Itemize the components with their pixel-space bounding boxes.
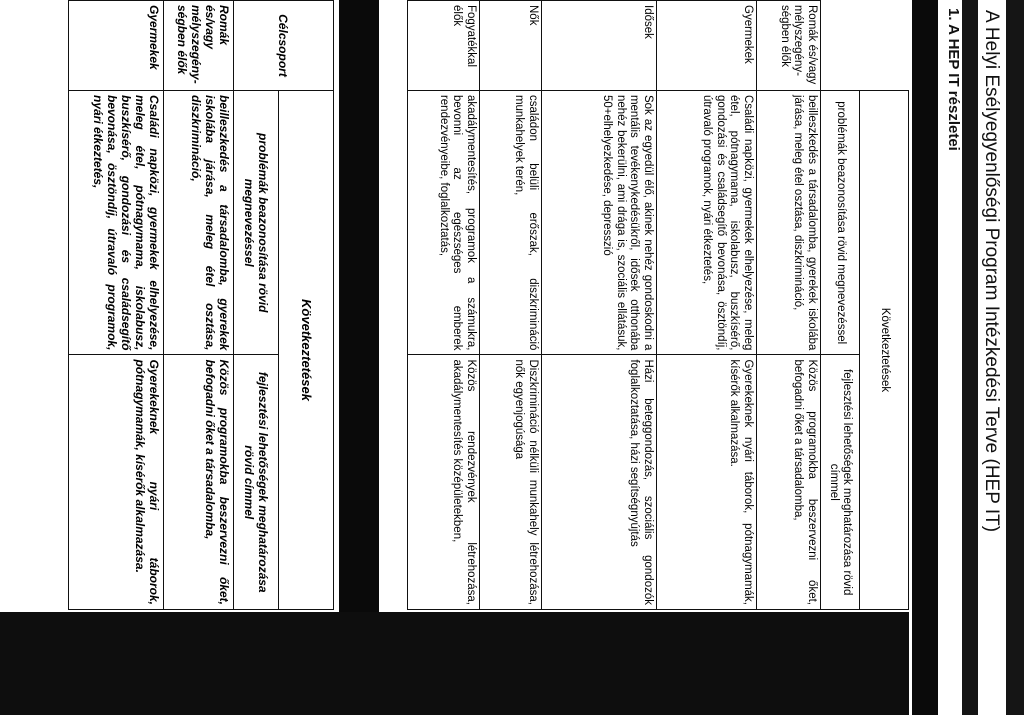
row-development: Közös programokba beszervezni őket, befogadni őket a társadalomba, bbox=[164, 355, 234, 610]
row-group: Gyermekek bbox=[69, 1, 164, 91]
header-development: fejlesztési lehetőségek meghatározása rövid címmel bbox=[234, 355, 279, 610]
table-row bbox=[408, 1, 480, 610]
header-conclusions: Következtetések bbox=[860, 90, 909, 609]
row-problem: családon belüli erőszak, diszkrimináció munkahelyek terén, bbox=[480, 90, 542, 355]
table-row bbox=[757, 1, 821, 610]
row-group: Romák és/vagy mélyszegény-ségben élők bbox=[164, 1, 234, 91]
row-problem: Családi napközi, gyermekek elhelyezése, meleg étel, pótnagymama, iskolabusz, buszkísérő, gondozási és családsegítő bevonása, ösztöndíj, útravaló programok, nyári étkeztetés, bbox=[69, 90, 164, 354]
table-header-row bbox=[279, 1, 334, 610]
row-group: Gyermekek bbox=[657, 1, 757, 91]
dark-band-middle bbox=[339, 0, 379, 715]
table-row bbox=[69, 1, 164, 610]
table-subheader-row bbox=[234, 1, 279, 610]
row-problem: Sok az egyedül élő, akinek nehéz gondoskodni a mentális tevékenykedésükről, idősek otthonába nehéz bekerülni, ami drága is, szociális ellátásuk, 50+elhelyezkedése, depresszió bbox=[542, 90, 657, 355]
header-conclusions: Következtetések bbox=[279, 90, 334, 609]
row-group: Idősek bbox=[542, 1, 657, 91]
row-problem: Családi napközi, gyermekek elhelyezése, meleg étel, pótnagymama, iskolabusz, buszkísérő, gondozási és családsegítő bevonása, ösztöndíj, útravaló programok, nyári étkeztetés, bbox=[657, 90, 757, 355]
row-group: Romák és/vagy mélyszegény-ségben élők bbox=[757, 1, 821, 91]
row-group: Fogyatékkal élők bbox=[408, 1, 480, 91]
row-development: Házi beteggondozás, szociális gondozók foglalkoztatása, házi segítségnyújtás bbox=[542, 355, 657, 610]
right-dark-margin bbox=[0, 612, 909, 715]
table-header-row bbox=[860, 1, 909, 610]
table-row bbox=[657, 1, 757, 610]
row-problem: akadálymentesítés, programok a számukra, bevonni az egészséges emberek rendezvényeibe, foglalkoztatás, bbox=[408, 90, 480, 355]
section-title: 1. A HEP IT részletei bbox=[945, 8, 962, 151]
row-problem: beilleszkedés a társadalomba, gyerekek iskolába járása, meleg étel osztása, diszkrimináció, bbox=[757, 90, 821, 355]
header-problems: problémák beazonosítása rövid megnevezéssel bbox=[821, 90, 860, 355]
table-subheader-row bbox=[821, 1, 860, 610]
table-row bbox=[164, 1, 234, 610]
document-title: A Helyi Esélyegyenlőségi Program Intézkedési Terve (HEP IT) bbox=[981, 10, 1002, 533]
conclusions-table-1 bbox=[407, 0, 909, 610]
row-development: Közös rendezvények létrehozása, akadálymentesítés középületekben, bbox=[408, 355, 480, 610]
table-row bbox=[542, 1, 657, 610]
conclusions-table-2 bbox=[68, 0, 334, 610]
table-row bbox=[480, 1, 542, 610]
row-group: Nők bbox=[480, 1, 542, 91]
header-problems: problémák beazonosítása rövid megnevezéssel bbox=[234, 90, 279, 354]
row-development: Gyerekeknek nyári táborok, pótnagymamák, kísérők alkalmazása. bbox=[657, 355, 757, 610]
header-target-group: Célcsoport bbox=[234, 1, 334, 91]
header-development: fejlesztési lehetőségek meghatározása rövid címmel bbox=[821, 355, 860, 610]
row-problem: beilleszkedés a társadalomba, gyerekek iskolába járása, meleg étel osztása, diszkrimináció, bbox=[164, 90, 234, 354]
row-development: Gyerekeknek nyári táborok, pótnagymamák, kísérők alkalmazása. bbox=[69, 355, 164, 610]
row-development: Közös programokba beszervezni őket, befogadni őket a társadalomba, bbox=[757, 355, 821, 610]
row-development: Diszkrimináció nélküli munkahely létrehozása, nők egyenjogúsága bbox=[480, 355, 542, 610]
dark-band-upper bbox=[912, 0, 938, 715]
empty-corner-cell bbox=[821, 1, 909, 91]
